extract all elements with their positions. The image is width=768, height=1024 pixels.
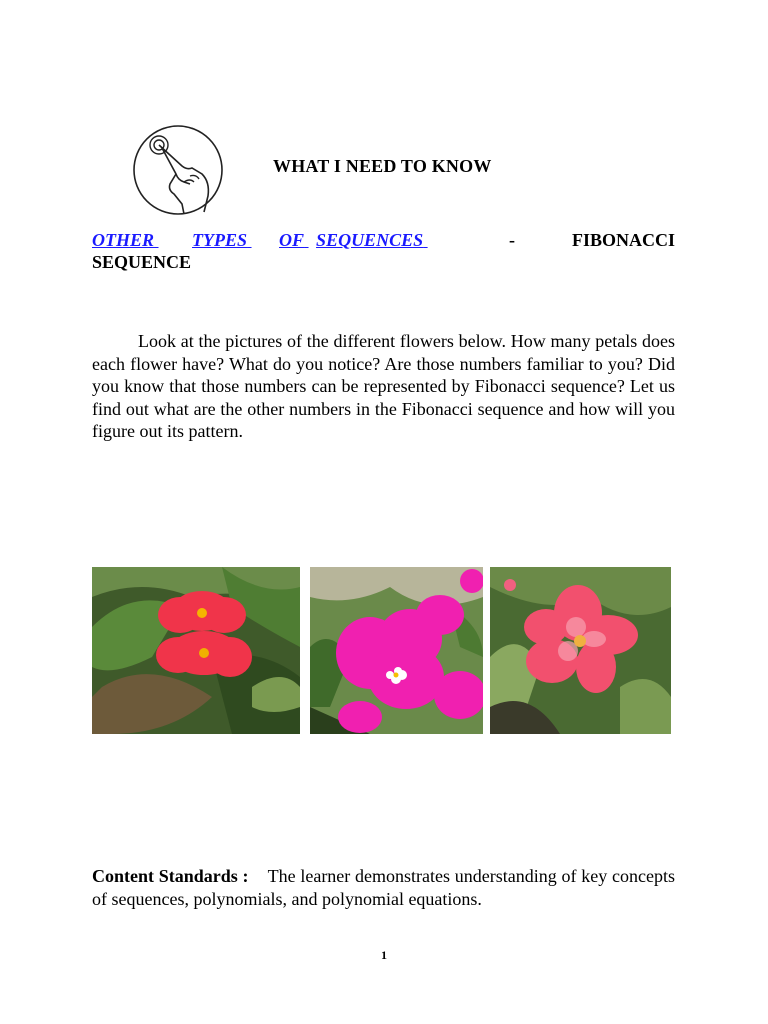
flower-photo-red xyxy=(92,567,300,734)
content-standards-text: The learner demonstrates understanding of key concepts of sequences, polynomials, and polynomial equations. xyxy=(92,866,676,909)
subtitle-fibonacci: FIBONACCI xyxy=(571,230,675,250)
link-word-of: OF xyxy=(279,230,305,250)
section-heading: WHAT I NEED TO KNOW xyxy=(273,156,492,176)
page-number: 1 xyxy=(381,948,387,962)
content-standards-label: Content Standards : xyxy=(92,866,249,886)
other-types-of-sequences-link[interactable] xyxy=(92,229,427,251)
link-word-types: TYPES xyxy=(192,230,248,250)
subtitle-dash: - xyxy=(509,230,515,250)
intro-paragraph: Look at the pictures of the different flowers below. How many petals does each flower have? What do you notice? Are those numbers familiar to you? Did you know that those numbers can be represented by Fibonacci sequence? Let us find out what are the other numbers in the Fibonacci sequence and how will you figure out its pattern. xyxy=(92,331,675,442)
link-word-sequences: SEQUENCES xyxy=(316,230,424,250)
link-word-other: OTHER xyxy=(92,230,155,250)
subtitle-sequence: SEQUENCE xyxy=(92,252,192,272)
flower-photo-pink xyxy=(490,567,671,734)
hand-touch-icon xyxy=(132,124,224,216)
content-standards xyxy=(92,865,675,910)
lesson-subtitle xyxy=(92,229,675,273)
flower-photo-magenta xyxy=(310,567,483,734)
